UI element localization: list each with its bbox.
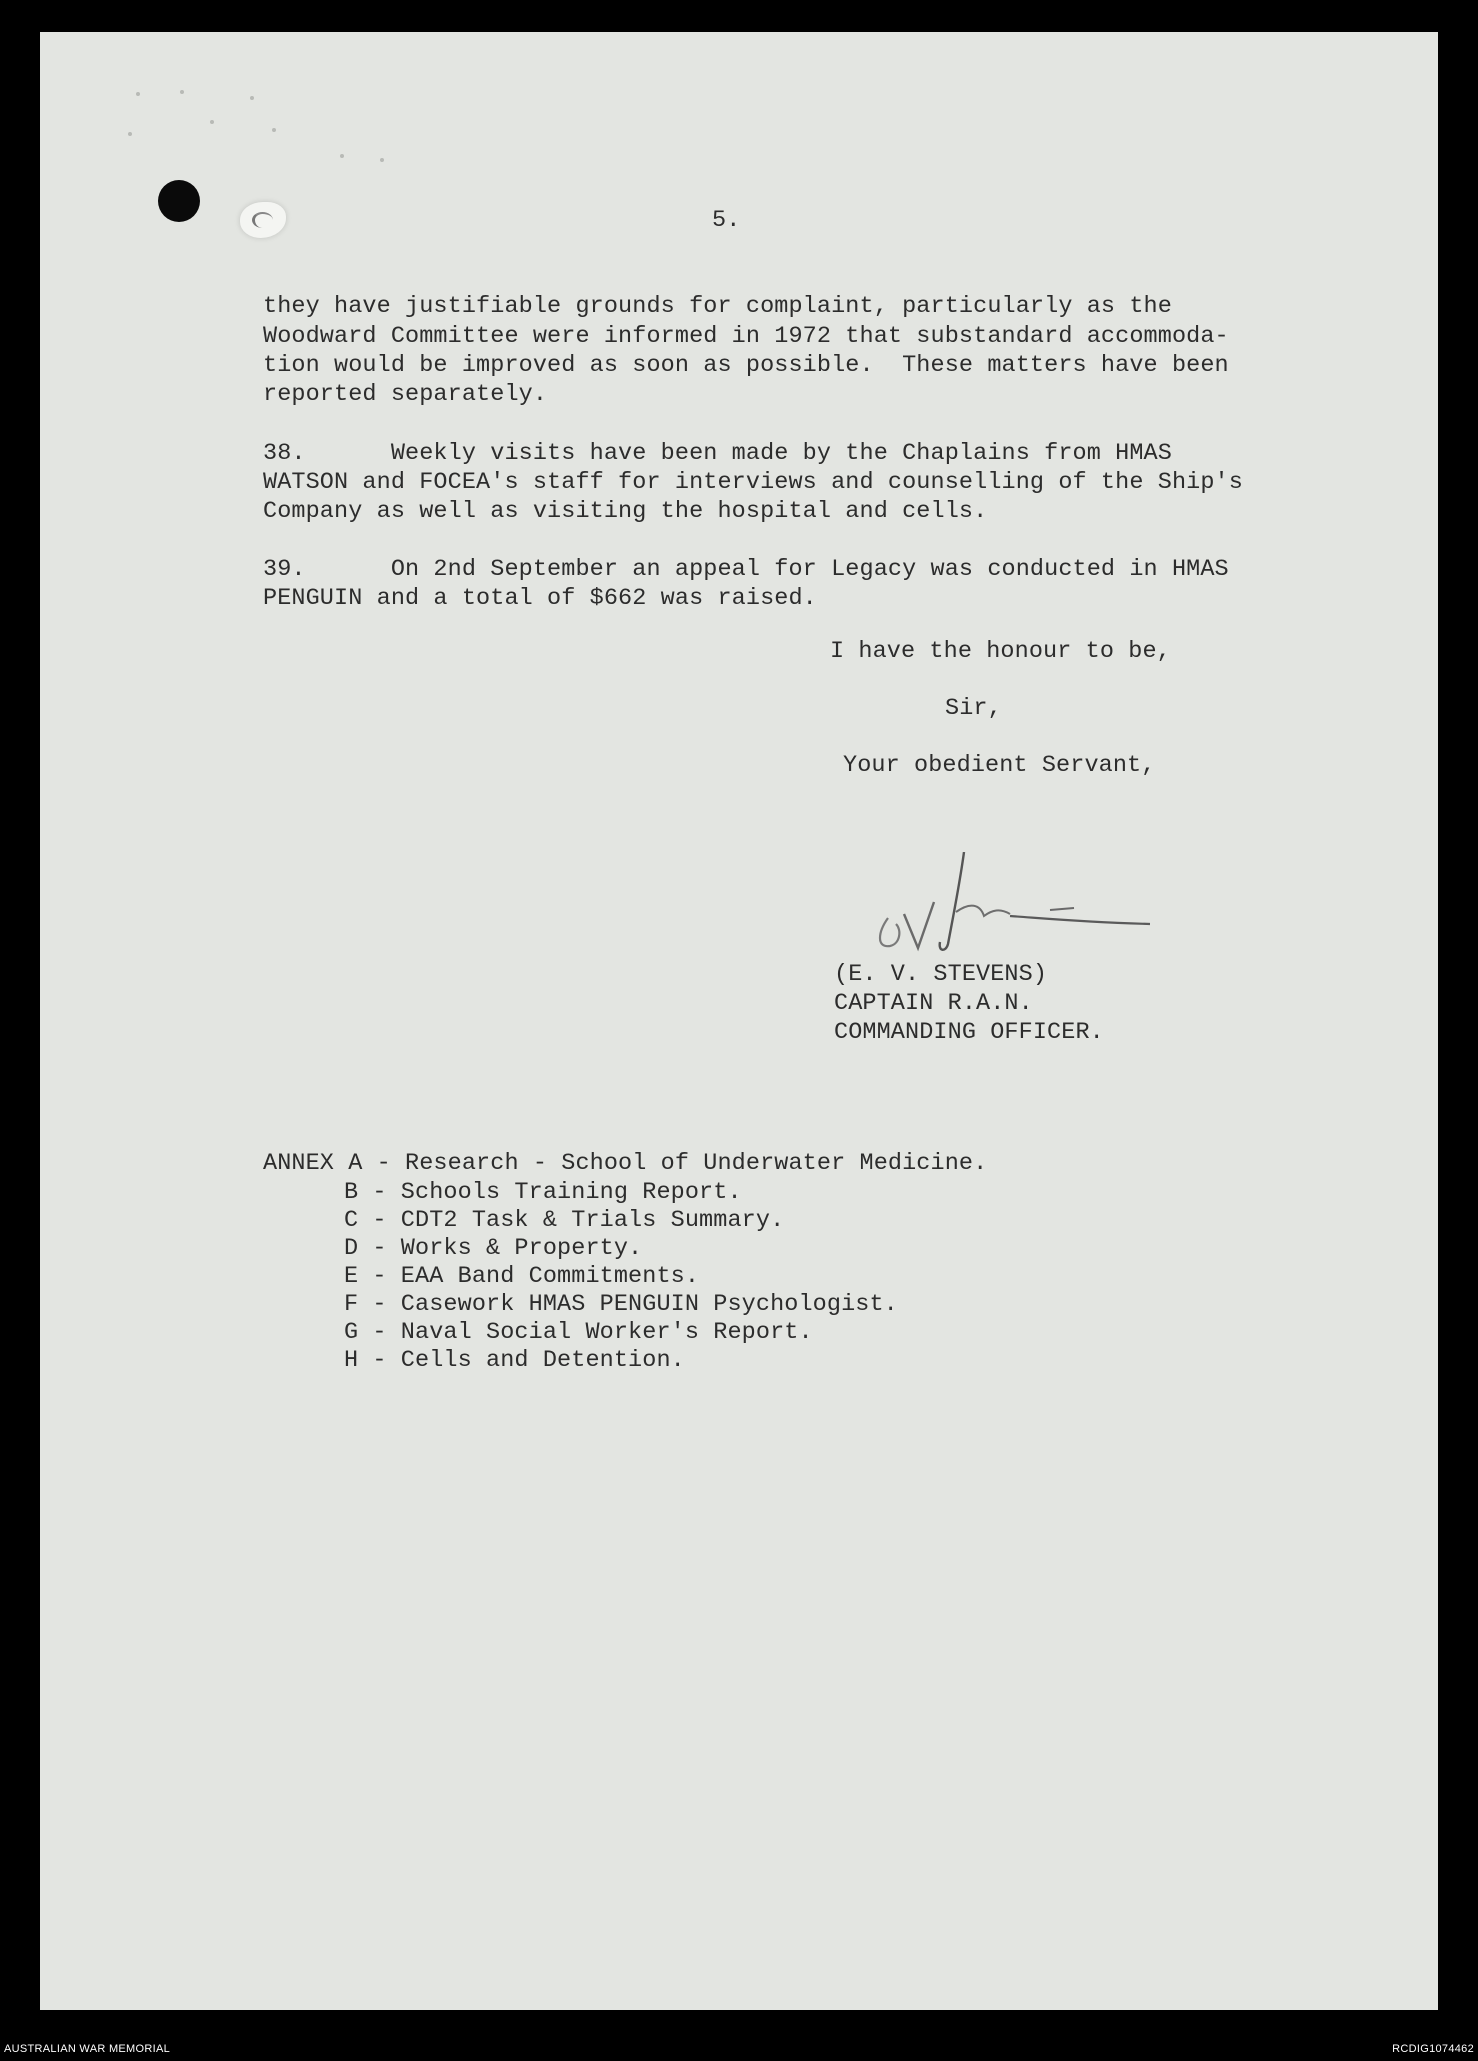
paragraph-line: PENGUIN and a total of $662 was raised. [263,585,817,612]
paragraph-line: reported separately. [263,381,548,408]
paper-speck [250,96,254,100]
punch-hole [158,180,200,222]
page-number: 5. [712,207,741,234]
annex-item: H - Cells and Detention. [344,1347,685,1374]
closing-salutation: Sir, [945,695,1002,722]
closing-line: I have the honour to be, [830,638,1171,665]
signatory-title: COMMANDING OFFICER. [834,1019,1104,1046]
footer-archive-name: AUSTRALIAN WAR MEMORIAL [4,2043,171,2055]
paper-speck [180,90,184,94]
annex-item: F - Casework HMAS PENGUIN Psychologist. [344,1291,898,1318]
annex-item: D - Works & Property. [344,1235,643,1262]
paragraph-line: 39. On 2nd September an appeal for Legacy was conducted in HMAS [263,556,1229,583]
paper-tear-mark [240,202,286,238]
paper-speck [380,158,384,162]
annex-item: B - Schools Training Report. [344,1179,742,1206]
annex-item: G - Naval Social Worker's Report. [344,1319,813,1346]
paragraph-line: WATSON and FOCEA's staff for interviews and counselling of the Ship's [263,469,1243,496]
paper-speck [136,92,140,96]
paper-speck [272,128,276,132]
footer-record-id: RCDIG1074462 [1392,2043,1474,2055]
signatory-rank: CAPTAIN R.A.N. [834,990,1033,1017]
paragraph-line: they have justifiable grounds for complaint, particularly as the [263,293,1172,320]
closing-line: Your obedient Servant, [843,752,1156,779]
paper-speck [210,120,214,124]
paper-speck [128,132,132,136]
paragraph-line: tion would be improved as soon as possible. These matters have been [263,352,1229,379]
signatory-name: (E. V. STEVENS) [834,961,1048,988]
handwritten-signature [860,852,1160,962]
paper-speck [340,154,344,158]
paragraph-line: Woodward Committee were informed in 1972 that substandard accommoda- [263,323,1229,350]
annex-item: C - CDT2 Task & Trials Summary. [344,1207,785,1234]
paragraph-line: Company as well as visiting the hospital and cells. [263,498,988,525]
paragraph-line: 38. Weekly visits have been made by the Chaplains from HMAS [263,440,1172,467]
annex-heading: ANNEX A - Research - School of Underwater Medicine. [263,1150,988,1177]
annex-item: E - EAA Band Commitments. [344,1263,700,1290]
